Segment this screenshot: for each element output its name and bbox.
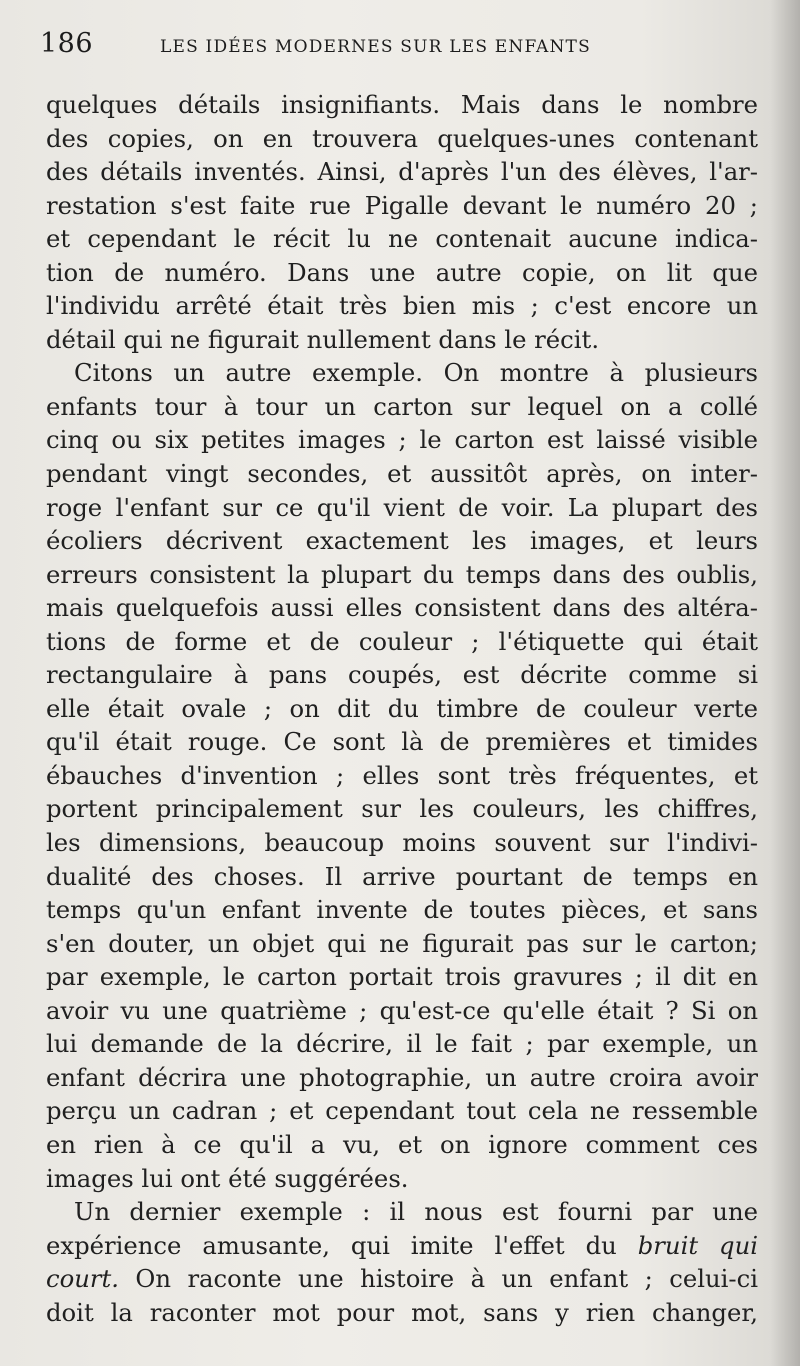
page-header	[40, 28, 760, 62]
text-line-starting-italic	[46, 1262, 758, 1296]
text-line: des détails inventés. Ainsi, d'après l'un des élèves, l'ar-	[46, 157, 758, 187]
italic-phrase: bruit qui	[637, 1230, 758, 1260]
text-line: enfants tour à tour un carton sur lequel on a collé	[46, 391, 758, 421]
text-line: détail qui ne figurait nullement dans le récit.	[46, 324, 600, 354]
text-line: enfant décrira une photographie, un autre croira avoir	[46, 1062, 758, 1092]
page-edge-shadow	[770, 0, 800, 1366]
text-line: par exemple, le carton portait trois gravures ; il dit en	[46, 962, 758, 992]
text-line: mais quelquefois aussi elles consistent dans des altéra-	[46, 593, 758, 623]
text-line: Citons un autre exemple. On montre à plusieurs	[74, 358, 758, 388]
text-line: doit la raconter mot pour mot, sans y rien changer,	[46, 1297, 758, 1327]
text-line: restation s'est faite rue Pigalle devant le numéro 20 ;	[46, 190, 758, 220]
text-line: erreurs consistent la plupart du temps dans des oublis,	[46, 559, 758, 589]
text-line: elle était ovale ; on dit du timbre de couleur verte	[46, 693, 758, 723]
text-line: temps qu'un enfant invente de toutes pièces, et sans	[46, 895, 758, 925]
text-line: les dimensions, beaucoup moins souvent sur l'indivi-	[46, 828, 758, 858]
text-line-with-italic	[46, 1229, 758, 1263]
text-line: dualité des choses. Il arrive pourtant de temps en	[46, 861, 758, 891]
text-fragment: On raconte une histoire à un enfant ; celui-ci	[119, 1264, 758, 1294]
text-line: tions de forme et de couleur ; l'étiquette qui était	[46, 626, 758, 656]
text-fragment: expérience amusante, qui imite l'effet du	[46, 1230, 617, 1260]
text-line: écoliers décrivent exactement les images, et leurs	[46, 526, 758, 556]
text-line: portent principalement sur les couleurs, les chiffres,	[46, 794, 758, 824]
text-line: ébauches d'invention ; elles sont très fréquentes, et	[46, 760, 758, 790]
text-line: cinq ou six petites images ; le carton est laissé visible	[46, 425, 758, 455]
text-line: en rien à ce qu'il a vu, et on ignore comment ces	[46, 1129, 758, 1159]
text-line: l'individu arrêté était très bien mis ; c'est encore un	[46, 291, 758, 321]
italic-phrase-continuation: court.	[46, 1264, 119, 1294]
text-line: tion de numéro. Dans une autre copie, on lit que	[46, 257, 758, 287]
text-line: Un dernier exemple : il nous est fourni par une	[74, 1197, 758, 1227]
text-line: qu'il était rouge. Ce sont là de premières et timides	[46, 727, 758, 757]
page-number: 186	[40, 28, 94, 59]
text-line: images lui ont été suggérées.	[46, 1163, 409, 1193]
text-line: et cependant le récit lu ne contenait aucune indica-	[46, 224, 758, 254]
text-line: perçu un cadran ; et cependant tout cela ne ressemble	[46, 1096, 758, 1126]
text-line: des copies, on en trouvera quelques-unes contenant	[46, 123, 758, 153]
text-line: lui demande de la décrire, il le fait ; par exemple, un	[46, 1029, 758, 1059]
text-line: pendant vingt secondes, et aussitôt après, on inter-	[46, 459, 758, 489]
text-line: rectangulaire à pans coupés, est décrite comme si	[46, 660, 758, 690]
running-title: LES IDÉES MODERNES SUR LES ENFANTS	[160, 37, 591, 57]
text-line: roge l'enfant sur ce qu'il vient de voir. La plupart des	[46, 492, 758, 522]
text-line: s'en douter, un objet qui ne figurait pas sur le carton;	[46, 928, 758, 958]
text-line: avoir vu une quatrième ; qu'est-ce qu'elle était ? Si on	[46, 995, 758, 1025]
body-text	[46, 88, 758, 1329]
text-line: quelques détails insignifiants. Mais dans le nombre	[46, 90, 758, 119]
